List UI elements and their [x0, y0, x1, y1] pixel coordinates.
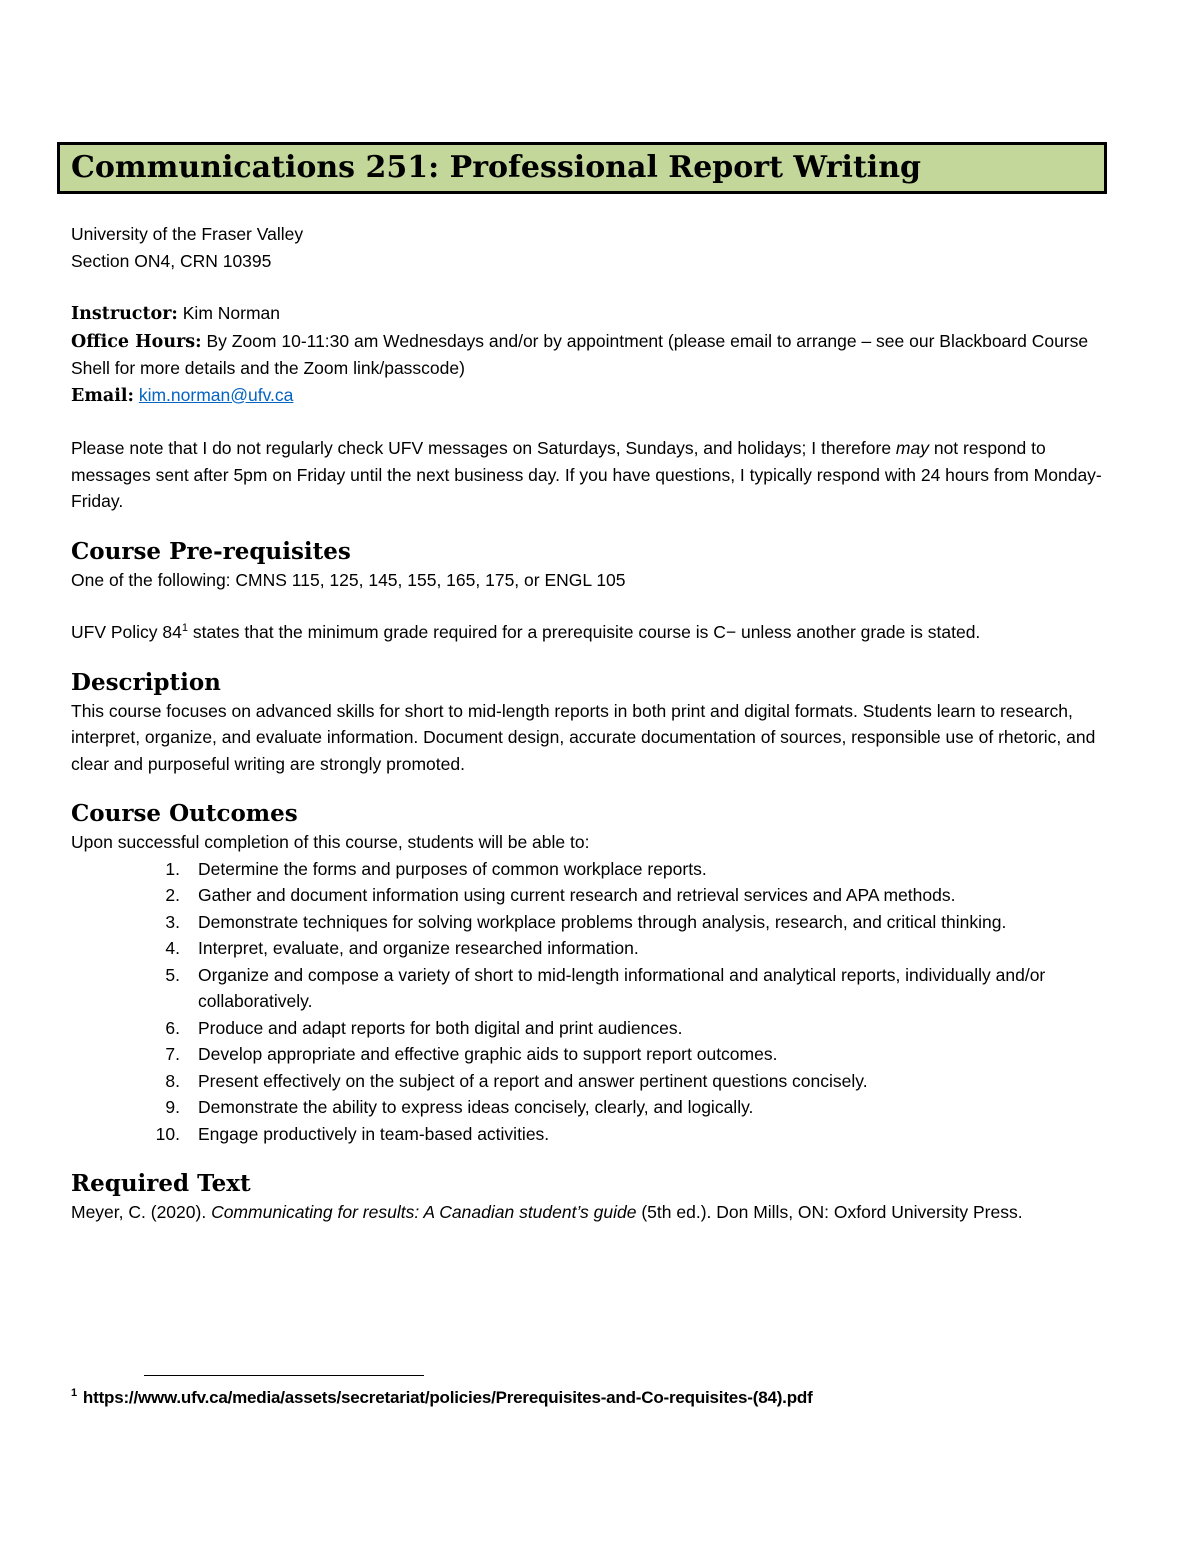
section-crn: Section ON4, CRN 10395 [71, 250, 272, 271]
title-banner [57, 142, 1107, 194]
required-text-citation [71, 1199, 1121, 1226]
list-number: 3. [165, 911, 180, 932]
list-text: Interpret, evaluate, and organize researched information. [198, 938, 639, 958]
footnote-number: 1 [71, 1387, 77, 1400]
description-heading: Description [71, 668, 221, 696]
instructor-label: Instructor: [71, 304, 178, 324]
list-text: Gather and document information using current research and retrieval services and APA methods. [198, 885, 956, 905]
email-link[interactable]: kim.norman@ufv.ca [138, 384, 294, 405]
list-item [71, 1121, 1058, 1148]
list-text: Demonstrate techniques for solving workplace problems through analysis, research, and critical thinking. [198, 911, 1007, 932]
list-item [71, 1015, 1058, 1042]
list-item [71, 1041, 1058, 1068]
email-line [71, 382, 1121, 410]
list-number: 10. [155, 1123, 180, 1144]
list-item [71, 1068, 1058, 1095]
citation-author: Meyer, C. (2020). [71, 1202, 212, 1222]
institution: University of the Fraser Valley [71, 224, 304, 244]
list-number: 2. [165, 885, 180, 905]
prerequisites-list: One of the following: CMNS 115, 125, 145, 155, 165, 175, or ENGL 105 [71, 569, 626, 590]
note-text-1: Please note that I do not regularly check UFV messages on Saturdays, Sundays, and holidays; I therefore [71, 438, 896, 458]
office-hours-text: By Zoom 10-11:30 am Wednesdays and/or by appointment (please email to arrange – see our Blackboard Course Shell for more details and the Zoom link/passcode) [71, 330, 1089, 378]
list-text: Demonstrate the ability to express ideas concisely, clearly, and logically. [198, 1097, 754, 1117]
note-emphasis: may [895, 438, 929, 458]
list-text: Engage productively in team-based activities. [198, 1123, 550, 1144]
list-item [71, 856, 1058, 883]
footnote-marker[interactable]: 1 [181, 622, 188, 635]
footnote [71, 1388, 813, 1408]
office-hours-label: Office Hours: [71, 331, 202, 352]
list-item [71, 909, 1058, 936]
list-number: 9. [165, 1097, 180, 1117]
list-number: 4. [165, 938, 180, 958]
instructor-name: Kim Norman [177, 303, 280, 323]
outcomes-heading: Course Outcomes [71, 800, 298, 827]
document-body [71, 221, 1121, 1226]
note-text-2: not respond to messages sent after 5pm on Friday until the next business day. If you have questions, I typically respond with 24 hours from Monday-Friday. [71, 438, 1102, 511]
list-item [71, 935, 1058, 962]
policy-text-1: UFV Policy 84 [71, 622, 182, 642]
footnote-url[interactable]: https://www.ufv.ca/media/assets/secretariat/policies/Prerequisites-and-Co-requisites-(84).pdf [82, 1388, 813, 1407]
citation-title: Communicating for results: A Canadian student’s guide [211, 1202, 637, 1222]
list-number: 1. [165, 858, 180, 879]
list-number: 6. [165, 1017, 180, 1038]
description-text: This course focuses on advanced skills for short to mid-length reports in both print and digital formats. Students learn to research, interpret, organize, and evaluate information. Document design, accurate documentation of sources, responsible use of rhetoric, and clear and purposeful writing are strongly promoted. [71, 700, 1096, 774]
list-number: 5. [165, 964, 180, 985]
instructor-line [71, 300, 1121, 328]
required-text-heading: Required Text [71, 1170, 251, 1197]
footnote-divider [144, 1375, 424, 1376]
outcomes-intro: Upon successful completion of this course, students will be able to: [71, 832, 590, 852]
list-item [71, 882, 1058, 909]
list-number: 8. [165, 1070, 180, 1091]
policy-text-2: states that the minimum grade required for a prerequisite course is C− unless another grade is stated. [188, 622, 981, 642]
page-title: Communications 251: Professional Report Writing [71, 150, 921, 185]
list-item [71, 1094, 1058, 1121]
policy-note [71, 619, 1121, 646]
list-text: Present effectively on the subject of a report and answer pertinent questions concisely. [198, 1070, 868, 1091]
prerequisites-heading: Course Pre-requisites [71, 537, 351, 565]
list-text: Develop appropriate and effective graphic aids to support report outcomes. [198, 1044, 778, 1064]
list-text: Determine the forms and purposes of common workplace reports. [198, 858, 707, 879]
list-item [71, 962, 1058, 1015]
list-text: Organize and compose a variety of short to mid-length informational and analytical reports, individually and/or collaboratively. [198, 964, 1046, 1011]
office-hours-line [71, 328, 1121, 382]
list-text: Produce and adapt reports for both digital and print audiences. [198, 1017, 683, 1038]
outcomes-list [71, 856, 1121, 1148]
availability-note [71, 435, 1121, 515]
citation-publisher: (5th ed.). Don Mills, ON: Oxford University Press. [636, 1202, 1023, 1222]
email-label: Email: [71, 385, 134, 406]
list-number: 7. [165, 1044, 180, 1064]
